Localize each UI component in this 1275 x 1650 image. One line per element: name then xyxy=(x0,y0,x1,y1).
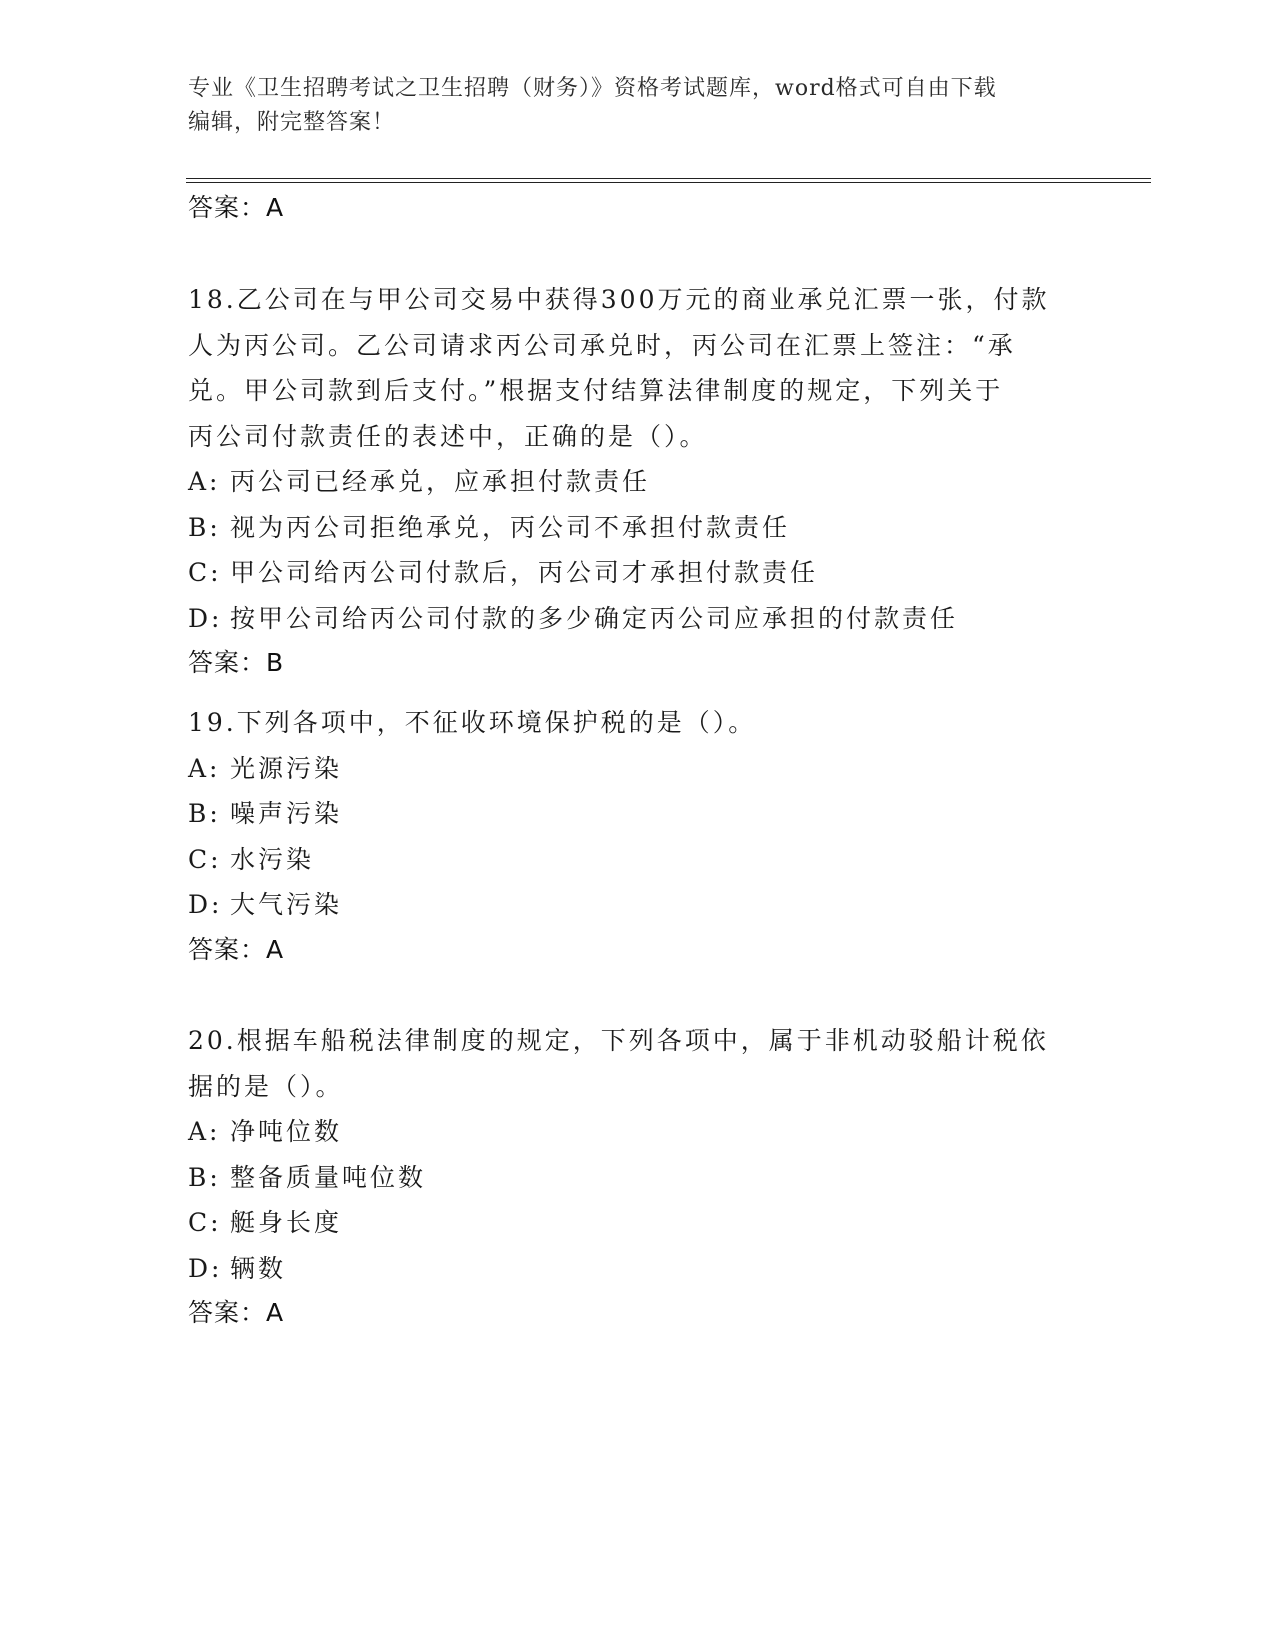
option-a xyxy=(188,1109,1088,1155)
option-text: 噪声污染 xyxy=(230,799,343,828)
option-letter: D: xyxy=(188,890,223,919)
option-c xyxy=(188,1200,1088,1246)
option-a xyxy=(188,746,1088,792)
question-18 xyxy=(188,277,1088,679)
question-text xyxy=(188,277,1088,459)
option-text: 整备质量吨位数 xyxy=(230,1162,427,1192)
option-c xyxy=(188,550,1088,596)
option-text: 水污染 xyxy=(230,844,315,874)
option-text: 视为丙公司拒绝承兑，丙公司不承担付款责任 xyxy=(230,512,791,542)
question-line: 19.下列各项中，不征收环境保护税的是（）。 xyxy=(188,708,757,737)
option-letter: B: xyxy=(188,799,221,828)
answer: 答案：A xyxy=(188,934,285,964)
option-letter: B: xyxy=(188,512,221,542)
question-text xyxy=(188,700,1088,746)
option-letter: A: xyxy=(188,753,221,783)
option-letter: D: xyxy=(188,603,223,633)
option-text: 辆数 xyxy=(230,1253,287,1283)
option-b xyxy=(188,505,1088,551)
question-line: 兑。甲公司款到后支付。”根据支付结算法律制度的规定，下列关于 xyxy=(188,376,1004,405)
question-text xyxy=(188,1018,1088,1109)
answer: 答案：B xyxy=(188,648,285,677)
option-letter: B: xyxy=(188,1162,221,1192)
option-d xyxy=(188,596,1088,642)
document-header xyxy=(188,72,1088,140)
option-d xyxy=(188,882,1088,928)
option-text: 大气污染 xyxy=(230,890,343,919)
header-divider-top xyxy=(186,178,1151,179)
previous-answer: 答案：A xyxy=(188,193,285,222)
option-text: 按甲公司给丙公司付款的多少确定丙公司应承担的付款责任 xyxy=(230,603,959,633)
header-line-1: 专业《卫生招聘考试之卫生招聘（财务）》资格考试题库，word格式可自由下载 xyxy=(188,76,997,101)
question-line: 丙公司付款责任的表述中，正确的是（）。 xyxy=(188,421,708,451)
option-b xyxy=(188,791,1088,837)
option-text: 甲公司给丙公司付款后，丙公司才承担付款责任 xyxy=(230,558,819,587)
answer: 答案：A xyxy=(188,1298,285,1327)
option-b xyxy=(188,1155,1088,1201)
question-line: 据的是（）。 xyxy=(188,1071,344,1101)
option-letter: A: xyxy=(188,467,221,496)
question-line: 18.乙公司在与甲公司交易中获得300万元的商业承兑汇票一张，付款 xyxy=(188,285,1050,314)
option-letter: A: xyxy=(188,1117,221,1146)
option-letter: C: xyxy=(188,844,222,874)
option-text: 净吨位数 xyxy=(230,1117,343,1146)
option-a xyxy=(188,459,1088,505)
option-letter: D: xyxy=(188,1253,223,1283)
question-line: 人为丙公司。乙公司请求丙公司承兑时，丙公司在汇票上签注：“承 xyxy=(188,330,1016,360)
header-divider-bottom xyxy=(186,182,1151,183)
option-letter: C: xyxy=(188,558,222,587)
question-19 xyxy=(188,700,1088,966)
option-text: 艇身长度 xyxy=(230,1208,343,1237)
question-line: 20.根据车船税法律制度的规定，下列各项中，属于非机动驳船计税依 xyxy=(188,1026,1049,1055)
question-20 xyxy=(188,1018,1088,1329)
option-text: 光源污染 xyxy=(230,753,343,783)
option-d xyxy=(188,1246,1088,1292)
option-letter: C: xyxy=(188,1208,222,1237)
option-c xyxy=(188,837,1088,883)
option-text: 丙公司已经承兑，应承担付款责任 xyxy=(230,467,651,496)
header-line-2: 编辑，附完整答案！ xyxy=(188,110,396,135)
